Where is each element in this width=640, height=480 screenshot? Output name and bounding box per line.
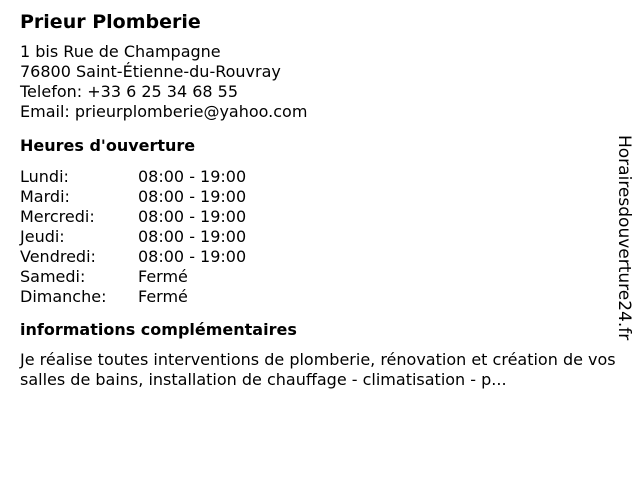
- phone-number[interactable]: Telefon: +33 6 25 34 68 55: [20, 82, 239, 101]
- day-label: Dimanche:: [20, 287, 107, 306]
- opening-hours-heading: Heures d'ouverture: [20, 136, 196, 155]
- business-card: [20, 10, 620, 390]
- day-hours: Fermé: [138, 267, 188, 286]
- hours-row-monday: [20, 167, 620, 187]
- day-hours: Fermé: [138, 287, 188, 306]
- day-hours: 08:00 - 19:00: [138, 167, 247, 186]
- opening-hours-table: [20, 167, 620, 307]
- address-line-2: 76800 Saint-Étienne-du-Rouvray: [20, 62, 281, 81]
- hours-row-thursday: [20, 227, 620, 247]
- day-hours: 08:00 - 19:00: [138, 247, 247, 266]
- email-address[interactable]: Email: prieurplomberie@yahoo.com: [20, 102, 308, 121]
- day-label: Jeudi:: [20, 227, 65, 246]
- day-label: Samedi:: [20, 267, 86, 286]
- hours-row-tuesday: [20, 187, 620, 207]
- day-hours: 08:00 - 19:00: [138, 207, 247, 226]
- hours-row-sunday: [20, 287, 620, 307]
- day-label: Mercredi:: [20, 207, 95, 226]
- day-hours: 08:00 - 19:00: [138, 227, 247, 246]
- day-label: Mardi:: [20, 187, 70, 206]
- business-name: Prieur Plomberie: [20, 11, 201, 33]
- hours-row-friday: [20, 247, 620, 267]
- hours-row-saturday: [20, 267, 620, 287]
- address-line-1: 1 bis Rue de Champagne: [20, 42, 221, 61]
- site-watermark: Horairesdouverture24.fr: [614, 135, 634, 341]
- additional-info-heading: informations complémentaires: [20, 320, 297, 339]
- hours-row-wednesday: [20, 207, 620, 227]
- additional-info-text: Je réalise toutes interventions de plomberie, rénovation et création de vos salles de bains, installation de chauffage - climatisation - p...: [20, 350, 616, 389]
- day-hours: 08:00 - 19:00: [138, 187, 247, 206]
- day-label: Lundi:: [20, 167, 69, 186]
- day-label: Vendredi:: [20, 247, 96, 266]
